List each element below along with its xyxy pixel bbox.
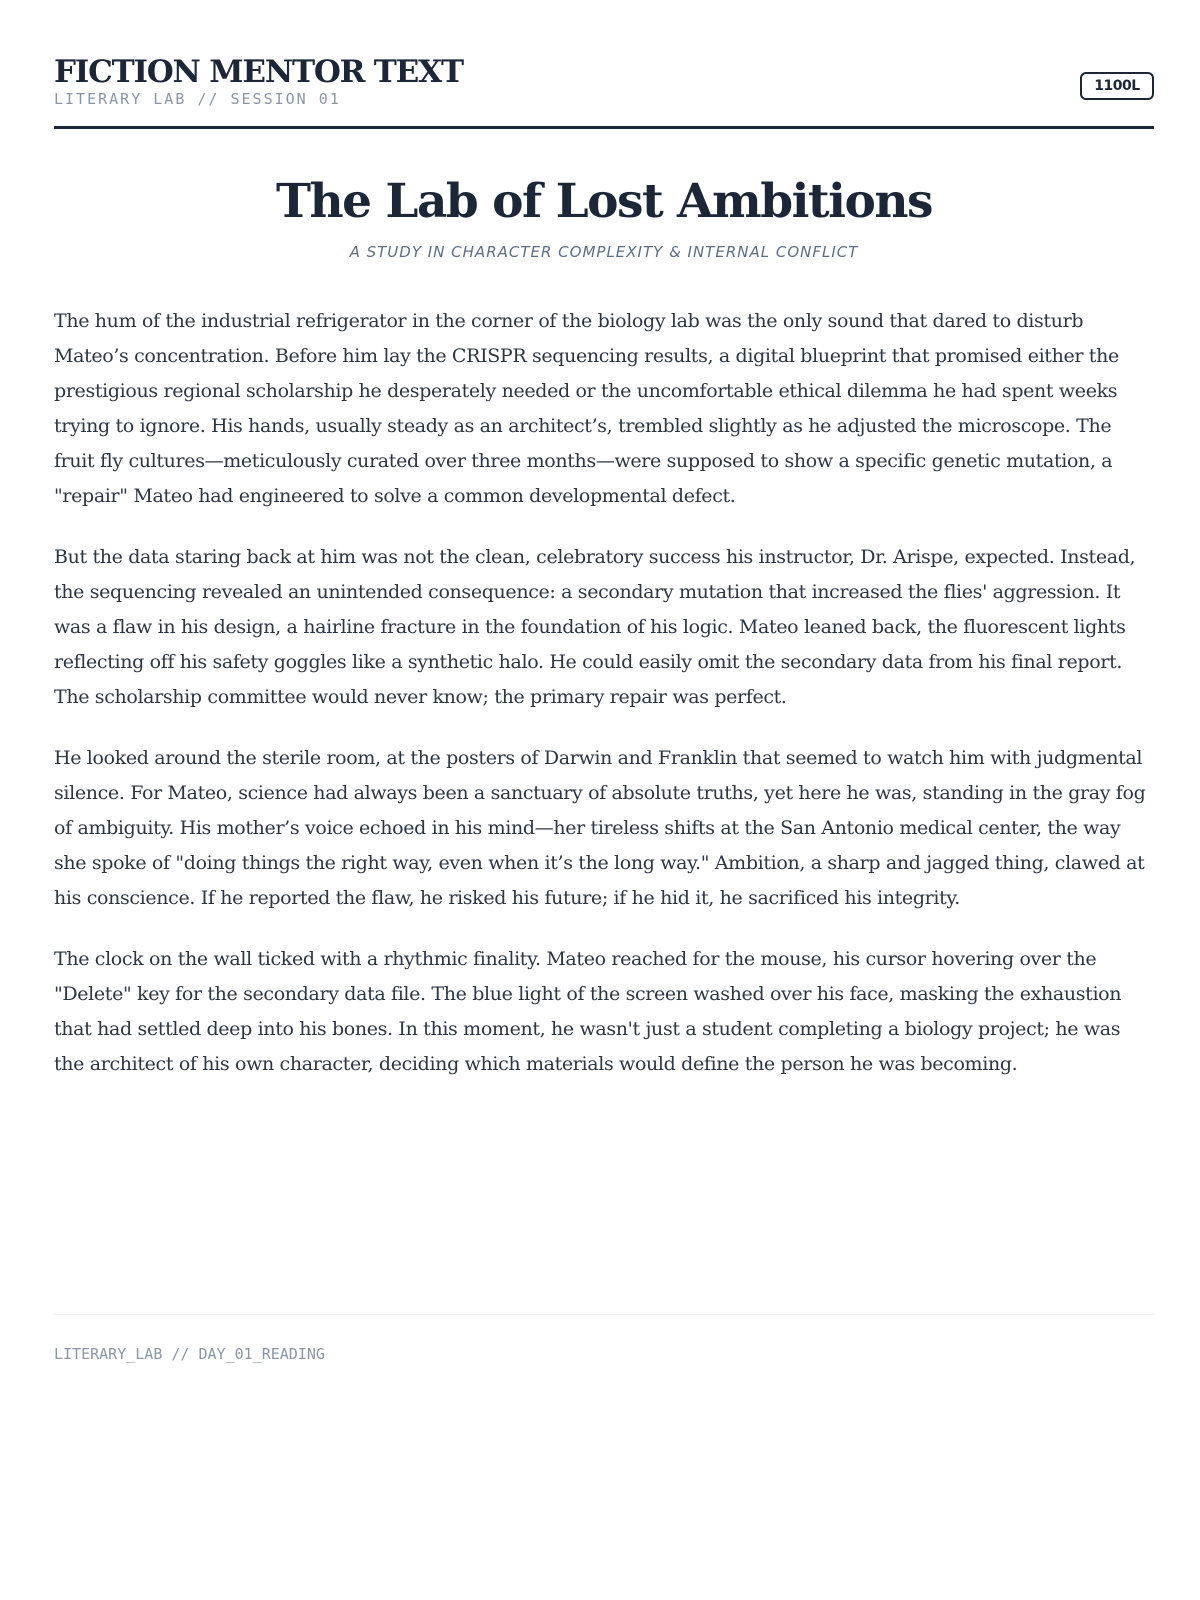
story-paragraph-4: The clock on the wall ticked with a rhythmic finality. Mateo reached for the mouse, his cursor hovering over the "Delete" key for the secondary data file. The blue light of the screen washed over his face, masking the exhaustion that had settled deep into his bones. In this moment, he wasn't just a student completing a biology project; he was the architect of his own character, deciding which materials would define the person he was becoming. [54, 948, 1122, 1075]
story-paragraph-2: But the data staring back at him was not the clean, celebratory success his instructor, Dr. Arispe, expected. Instead, the sequencing revealed an unintended consequence: a secondary mutation that increased the flies' aggression. It was a flaw in his design, a hairline fracture in the foundation of his logic. Mateo leaned back, the fluorescent lights reflecting off his safety goggles like a synthetic halo. He could easily omit the secondary data from his final report. The scholarship committee would never know; the primary repair was perfect. [54, 546, 1136, 708]
header [54, 52, 1154, 128]
header-divider [54, 126, 1154, 129]
footer-label: LITERARY_LAB // DAY_01_READING [54, 1345, 325, 1363]
story-paragraph-3: He looked around the sterile room, at the posters of Darwin and Franklin that seemed to watch him with judgmental silence. For Mateo, science had always been a sanctuary of absolute truths, yet here he was, standing in the gray fog of ambiguity. His mother’s voice echoed in his mind—her tireless shifts at the San Antonio medical center, the way she spoke of "doing things the right way, even when it’s the long way." Ambition, a sharp and jagged thing, clawed at his conscience. If he reported the flaw, he risked his future; if he hid it, he sacrificed his integrity. [54, 747, 1146, 909]
story-paragraph-1: The hum of the industrial refrigerator in the corner of the biology lab was the only sound that dared to disturb Mateo’s concentration. Before him lay the CRISPR sequencing results, a digital blueprint that promised either the prestigious regional scholarship he desperately needed or the uncomfortable ethical dilemma he had spent weeks trying to ignore. His hands, usually steady as an architect’s, trembled slightly as he adjusted the microscope. The fruit fly cultures—meticulously curated over three months—were supposed to show a specific genetic mutation, a "repair" Mateo had engineered to solve a common developmental defect. [54, 310, 1119, 507]
story-body [54, 304, 1154, 1108]
story-title: The Lab of Lost Ambitions [276, 174, 932, 229]
brand-title: FICTION MENTOR TEXT [54, 54, 463, 90]
page [54, 0, 1154, 1600]
session-label: LITERARY LAB // SESSION 01 [54, 90, 341, 108]
lexile-level-badge: 1100L [1080, 72, 1154, 100]
story-subtitle: A STUDY IN CHARACTER COMPLEXITY & INTERNAL CONFLICT [349, 243, 859, 261]
footer-divider [54, 1314, 1154, 1315]
